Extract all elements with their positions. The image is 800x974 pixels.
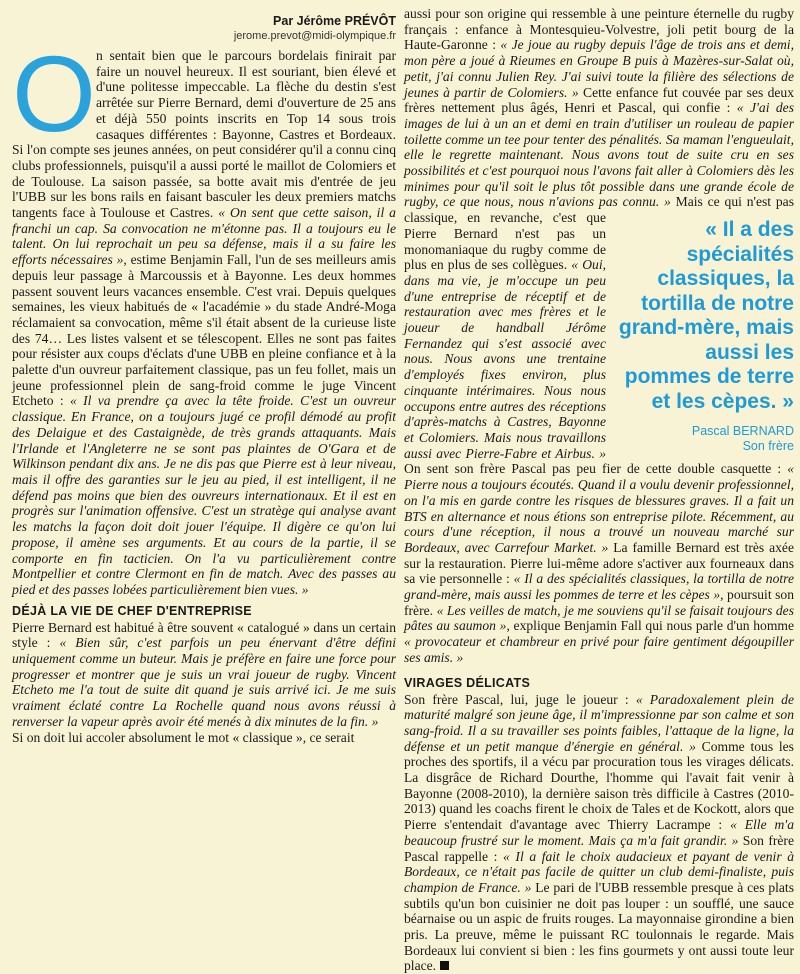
intro-paragraph: On sentait bien que le parcours bordelais finirait par faire un nouvel heureux. Il est souriant, bien élevé et d'une politesse impeccable. La flèche du destin s'est arrêtée sur Pierre Bernard, demi d'ouverture de 25 ans et déjà 550 points inscrits en Top 14 sous trois casaques différentes : Bayonne, Castres et Bordeaux. Si l'on compte ses jeunes années, on peut considérer qu'il a connu cinq clubs professionnels, puisqu'il a aussi porté le maillot de Colomiers et de Toulouse. La saison passée, sa botte avait mis d'entrée de jeu l'UBB sur les bons rails en faisant basculer les deux premiers matchs tangents face à Toulouse et Castres. « On sent que cette saison, il a franchi un cap. Sa convocation ne m'étonne pas. Il a toujours eu le talent. On lui reprochait un peu sa défense, mais il a su faire les efforts nécessaires », estime Benjamin Fall, l'un de ses meilleurs amis depuis leur passage à Marcoussis et à Bayonne. Les deux hommes passent souvent leurs vacances ensemble. C'est vrai. Depuis quelques semaines, les vieux habitués de « l'académie » du stade André-Moga réclamaient sa convocation, même s'il était absent de la curieuse liste des 74… Les listes valsent et se télescopent. Elles ne sont pas faites pour résister aux coups d'éclats d'une UBB en pleine confiance et à la palette d'un ouvreur parfaitement classique, pas un feu follet, mais un jeune professionnel plein de sang-froid comme le juge Vincent Etcheto : « Il va prendre ça avec la tête froide. C'est un ouvreur classique. En France, on a toujours jugé ce profil démodé au profit des Delaigue et des Castaignède, de très grands attaquants. Mais l'Irlande et l'Angleterre ne se sont pas plaintes de O'Gara et de Wilkinson pendant dix ans. Je ne dis pas que Pierre est à leur niveau, mais il offre des garanties sur le jeu au pied, il est intelligent, il ne défend pas moins que bien des ouvreurs internationaux. Et il est en progrès sur l'animation offensive. C'est un stratège qui analyse avant les matchs la façon doit doit jouer l'équipe. Il digère ce qu'on lui propose, il amène ses arguments. Et au cours de la partie, il se comporte en fin tacticien. On l'a vu particulièrement contre Montpellier et contre Clermont en fin de match. Avec des passes au pied et des passes lobées particulièrement bien vues. » (12, 33, 397, 597)
paragraph-virages: Son frère Pascal, lui, juge le joueur : « Paradoxalement plein de maturité malgré son jeune âge, il m'impressionne par son calme et son sang-froid. Il a su travailler ses points faibles, l'attaque de la ligne, la défense et un petit manque d'énergie en général. » Comme tous les proches des sportifs, il a vécu par procuration tous les virages délicats. La disgrâce de Richard Dourthe, l'homme qui l'avait fait venir à Bayonne (2008-2010), la dernière saison très difficile à Castres (2010-2013) quand les coachs firent le choix de Tales et de Kockott, alors que Pierre s'entendait d'avantage avec Thierry Lacrampe : « Elle m'a beaucoup frustré sur le moment. Mais ça m'a fait grandir. » Son frère Pascal rappelle : « Il a fait le choix audacieux et payant de venir à Bordeaux, ce n'était pas facile de quitter un club demi-finaliste, puis champion de France. » Le pari de l'UBB ressemble presque à ces plats subtils qu'un bon cuisinier ne doit pas louper : un soufflé, une sauce béarnaise ou un aspic de fruits rouges. La mayonnaise girondine a bien pris. La preuve, même le puissant RC toulonnais le regarde. Mais Bordeaux lui convient si bien : les fins gourmets y ont aussi toute leur place. (404, 691, 794, 974)
byline-email: jerome.prevot@midi-olympique.fr (233, 30, 396, 42)
byline-author: Par Jérôme PRÉVÔT (273, 14, 396, 28)
subheading-chef-entreprise: DÉJÀ LA VIE DE CHEF D'ENTREPRISE (12, 603, 252, 618)
end-mark-icon (440, 961, 449, 970)
pull-quote-author: Pascal BERNARD (691, 424, 794, 439)
drop-cap: O (12, 33, 97, 154)
column-right (404, 6, 794, 974)
pull-quote-role: Son frère (742, 439, 794, 454)
paragraph-origine: aussi pour son origine qui ressemble à une peinture éternelle du rugby français : enfance à Montesquieu-Volvestre, joli petit bourg de la Haute-Garonne : « Je joue au rugby depuis l'âge de trois ans et demi, mon père a joué à Rieumes en Groupe B puis à Mazères-sur-Salat où, petit, j'ai connu Julien Rey. J'ai suivi toute la filière des sélections de jeunes à partir de Colomiers. » Cette enfance fut couvée par ses deux frères nettement plus âgés, Henri et Pascal, qui confie : « J'ai des images de lui à un an et demi en train d'utiliser un rouleau de papier toilette comme un tee pour tenter des pénalités. Sa maman l'engueulait, elle le regrette maintenant. Nous avons tout de suite cru en ses possibilités et c'est pourquoi nous l'avons fait aller à Colomiers dès les minimes pour qu'il soit le plus tôt possible dans une grande école de rugby, ce que nous, nous n'avions pas connu. » « Il a des spécialités classiques, la tortilla de notre grand-mère, mais aussi les pommes de terre et les cèpes. » Pascal BERNARD Son frère Mais ce qui n'est pas classique, en revanche, c'est que Pierre Bernard n'est pas un monomaniaque du rugby comme de plus en plus de ses collègues. « Oui, dans ma vie, je m'occupe un peu d'une entreprise de réceptif et de restauration avec mes frères et le joueur de handball Jérôme Fernandez qui s'est associé avec nous. Nous avons une trentaine d'employés fixes environ, plus cinquante intérimaires. Nous nous occupons entre autres des réceptions d'après-matchs à Castres, Bayonne et Colomiers. Mais nous travaillons aussi avec Pierre-Fabre et Airbus. » On sent son frère Pascal pas peu fier de cette double casquette : « Pierre nous a toujours écoutés. Quand il a voulu devenir professionnel, on l'a mis en garde contre les risques de blessures graves. Il a fait un BTS en alternance et nous étions son entreprise pilote. Récemment, au cours d'une réception, il nous a trouvé un nouveau marché sur Bordeaux, avec Carrefour Market. » La famille Bernard est très axée sur la restauration. Pierre lui-même adore s'activer aux fourneaux dans sa vie personnelle : « Il a des spécialités classiques, la tortilla de notre grand-mère, mais aussi les pommes de terre et les cèpes », poursuit son frère. « Les veilles de match, je me souviens qu'il se faisait toujours des pâtes au saumon », explique Benjamin Fall qui nous parle d'un homme « provocateur et chambreur en privé pour faire gentiment dégoupiller ses amis. » (404, 6, 795, 665)
pull-quote (616, 218, 794, 454)
paragraph-catalogue: Pierre Bernard est habitué à être souvent « catalogué » dans un certain style : « Bien sûr, c'est parfois un peu énervant d'être défini uniquement comme un buteur. Mais je préfère en faire une force pour progresser et montrer que je suis un vrai joueur de rugby. Vincent Etcheto me l'a tout de suite dit quand je suis arrivé ici. Je me suis vraiment éclaté contre La Rochelle quand nous avons réussi à renverser la vapeur après avoir été menés à dix minutes de la fin. » (12, 619, 397, 729)
pull-quote-text: « Il a des spécialités classiques, la tortilla de notre grand-mère, mais aussi les pommes de terre et les cèpes. » (618, 218, 794, 413)
column-left (12, 14, 396, 745)
subheading-virages: VIRAGES DÉLICATS (404, 675, 531, 690)
paragraph-classique: Si on doit lui accoler absolument le mot « classique », ce serait (12, 729, 355, 745)
